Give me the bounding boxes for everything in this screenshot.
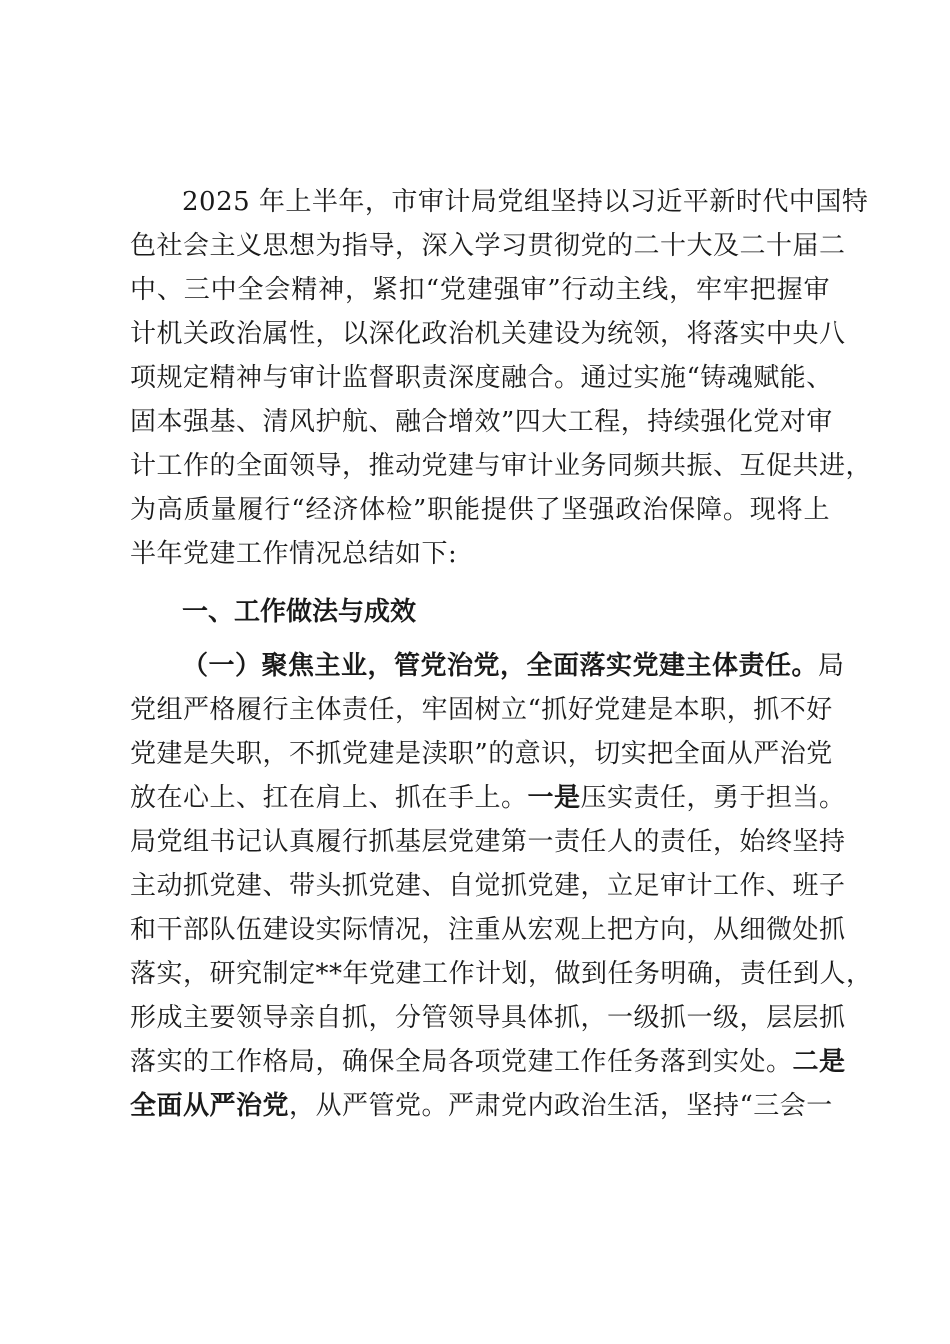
text-line: 半年党建工作情况总结如下: bbox=[130, 539, 458, 569]
text-line: 和干部队伍建设实际情况，注重从宏观上把方向，从细微处抓 bbox=[130, 915, 846, 945]
text-run: 压实责任，勇于担当。 bbox=[580, 783, 846, 813]
text-line: 计工作的全面领导，推动党建与审计业务同频共振、互促共进， bbox=[130, 451, 873, 481]
text-line bbox=[130, 776, 846, 820]
text-line: 项规定精神与审计监督职责深度融合。通过实施“铸魂赋能、 bbox=[130, 363, 833, 393]
text-line: 局党组书记认真履行抓基层党建第一责任人的责任，始终坚持 bbox=[130, 827, 846, 857]
text-line: 固本强基、清风护航、融合增效”四大工程，持续强化党对审 bbox=[130, 407, 833, 437]
text-line: 为高质量履行“经济体检”职能提供了坚强政治保障。现将上 bbox=[130, 495, 830, 525]
text-line: 中、三中全会精神，紧扣“党建强审”行动主线，牢牢把握审 bbox=[130, 275, 830, 305]
text-line: 2025 年上半年，市审计局党组坚持以习近平新时代中国特 bbox=[182, 187, 869, 217]
text-line: 主动抓党建、带头抓党建、自觉抓党建，立足审计工作、班子 bbox=[130, 871, 846, 901]
emphasis-text: 二是 bbox=[792, 1047, 846, 1077]
text-run: 落实的工作格局，确保全局各项党建工作任务落到实处。 bbox=[130, 1047, 793, 1077]
text-line: 色社会主义思想为指导，深入学习贯彻党的二十大及二十届二 bbox=[130, 231, 846, 261]
subsection-title: （一）聚焦主业，管党治党，全面落实党建主体责任。 bbox=[182, 651, 819, 681]
text-line: 计机关政治属性，以深化政治机关建设为统领，将落实中央八 bbox=[130, 319, 846, 349]
emphasis-text: 一是 bbox=[527, 783, 581, 813]
text-line bbox=[130, 644, 845, 688]
text-line: 形成主要领导亲自抓，分管领导具体抓，一级抓一级，层层抓 bbox=[130, 1003, 846, 1033]
text-line: 党建是失职，不抓党建是渎职”的意识，切实把全面从严治党 bbox=[130, 739, 833, 769]
text-line bbox=[130, 1040, 846, 1084]
text-line: 落实，研究制定**年党建工作计划，做到任务明确，责任到人， bbox=[130, 959, 873, 989]
text-line bbox=[130, 1084, 833, 1128]
document-body bbox=[130, 180, 873, 1128]
text-line: 党组严格履行主体责任，牢固树立“抓好党建是本职，抓不好 bbox=[130, 695, 833, 725]
intro-paragraph bbox=[130, 180, 873, 576]
emphasis-text: 全面从严治党 bbox=[130, 1091, 290, 1121]
text-run: ，从严管党。严肃党内政治生活，坚持“三会一 bbox=[289, 1091, 833, 1121]
subsection-paragraph bbox=[130, 644, 873, 1128]
text-run: 局 bbox=[818, 651, 845, 681]
section-heading: 一、工作做法与成效 bbox=[182, 597, 417, 627]
text-run: 放在心上、扛在肩上、抓在手上。 bbox=[130, 783, 528, 813]
